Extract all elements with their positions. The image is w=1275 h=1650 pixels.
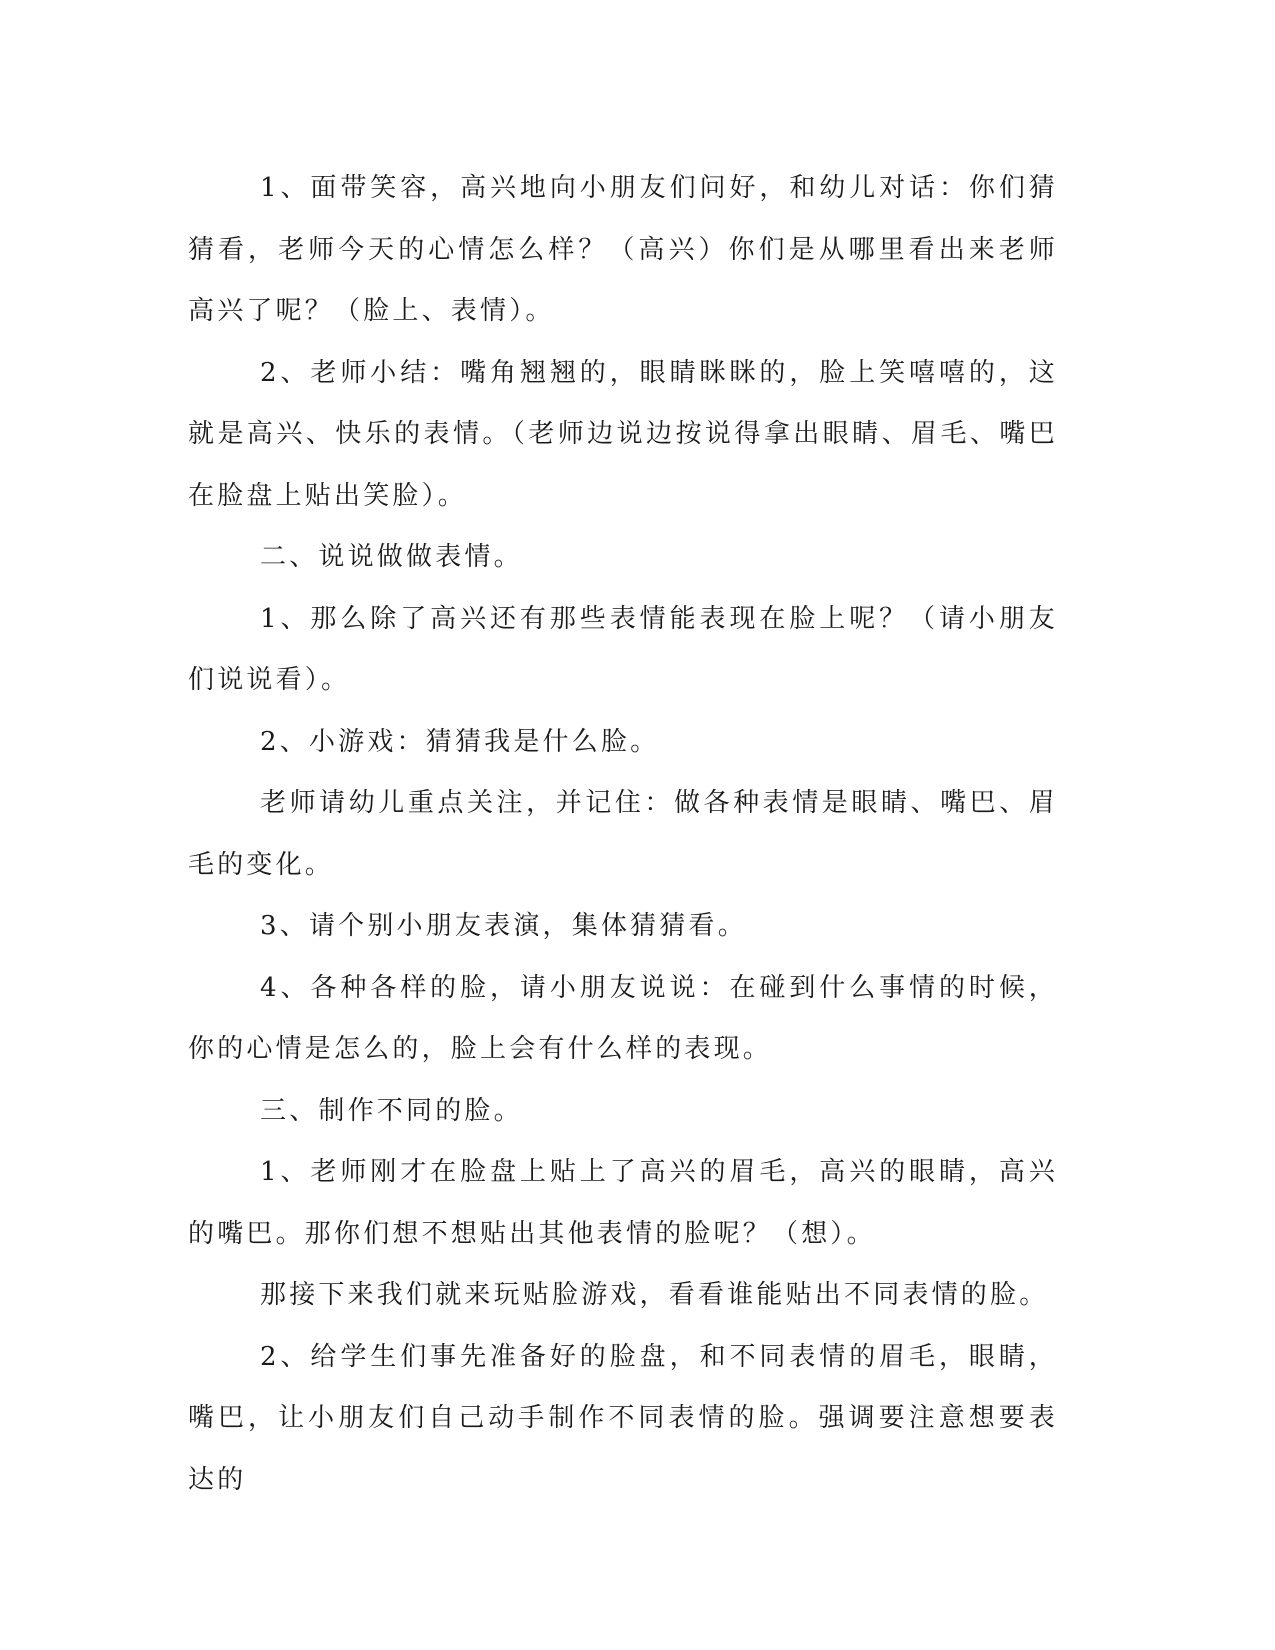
paragraph-2: 2、老师小结：嘴角翘翘的，眼睛眯眯的，脸上笑嘻嘻的，这就是高兴、快乐的表情。（老师边说边按说得拿出眼睛、眉毛、嘴巴在脸盘上贴出笑脸）。 [188,357,1058,511]
section-heading-2: 二、说说做做表情。 [260,542,523,572]
paragraph-8: 1、老师刚才在脸盘上贴上了高兴的眉毛，高兴的眼睛，高兴的嘴巴。那你们想不想贴出其他表情的脸呢？（想）。 [188,1157,1058,1249]
paragraph-6: 3、请个别小朋友表演，集体猜猜看。 [260,911,747,941]
section-heading-3: 三、制作不同的脸。 [260,1095,523,1126]
paragraph-5: 老师请幼儿重点关注，并记住：做各种表情是眼睛、嘴巴、眉毛的变化。 [188,788,1058,880]
paragraph-4: 2、小游戏：猜猜我是什么脸。 [260,726,660,757]
paragraph-9: 那接下来我们就来玩贴脸游戏，看看谁能贴出不同表情的脸。 [260,1280,1049,1310]
paragraph-7: 4、各种各样的脸，请小朋友说说：在碰到什么事情的时候，你的心情是怎么的，脸上会有什么样的表现。 [188,972,1058,1064]
paragraph-3: 1、那么除了高兴还有那些表情能表现在脸上呢？（请小朋友们说说看）。 [188,603,1058,695]
paragraph-10: 2、给学生们事先准备好的脸盘，和不同表情的眉毛，眼睛，嘴巴，让小朋友们自己动手制作不同表情的脸。强调要注意想要表达的 [188,1341,1058,1495]
document-body [188,158,1058,1511]
paragraph-1: 1、面带笑容，高兴地向小朋友们问好，和幼儿对话：你们猜猜看，老师今天的心情怎么样？（高兴）你们是从哪里看出来老师高兴了呢？（脸上、表情）。 [188,173,1058,326]
